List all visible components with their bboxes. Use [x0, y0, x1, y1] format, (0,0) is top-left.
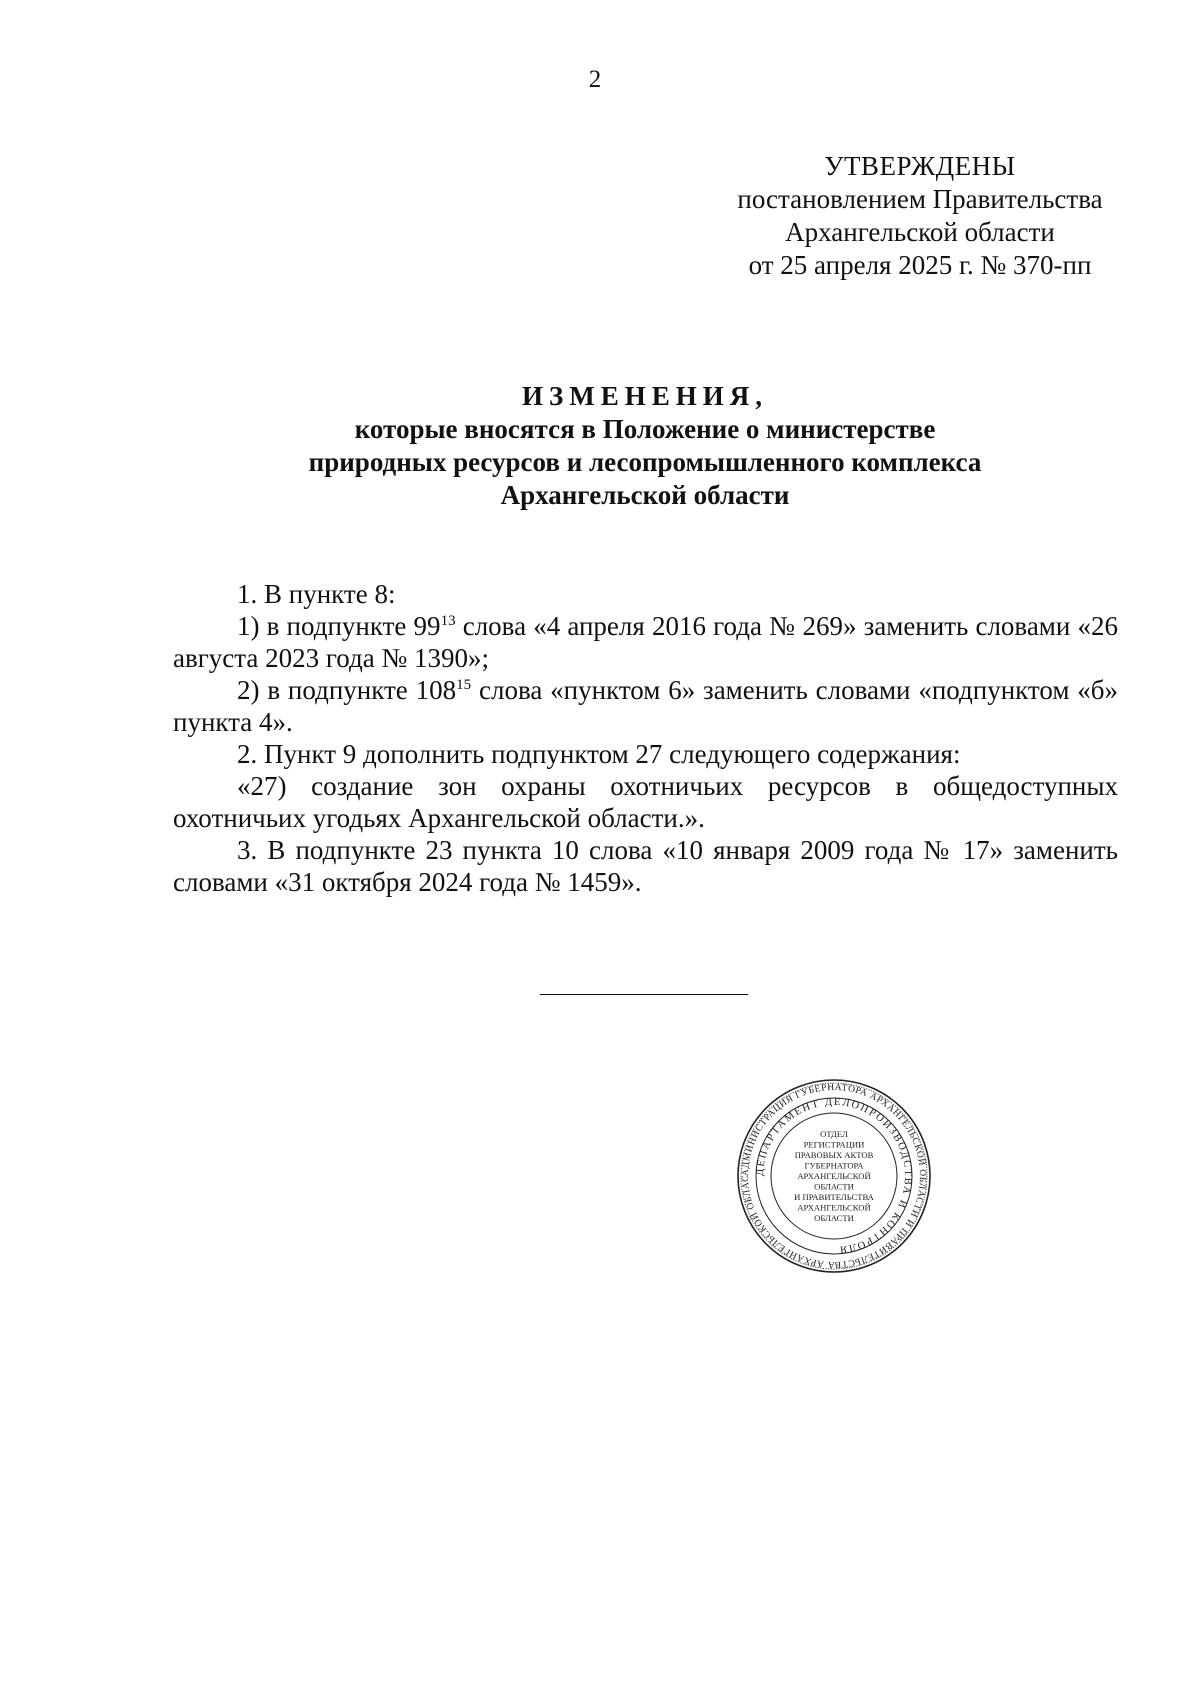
title-line-1: которые вносятся в Положение о министерстве: [354, 414, 936, 444]
stamp-center-text: [794, 1129, 874, 1223]
paragraph-3-end: слова «пунктом 6» заменить словами «подпунктом «б» пункта 4».: [173, 675, 1118, 737]
paragraph-6: 3. В подпункте 23 пункта 10 слова «10 января 2009 года № 17» заменить словами «31 октября 2024 года № 1459».: [173, 835, 1118, 897]
paragraph-2-superscript: 13: [440, 613, 456, 629]
paragraph-1: 1. В пункте 8:: [237, 579, 396, 609]
approval-line-2: Архангельской области: [785, 217, 1055, 247]
paragraph-3: [173, 674, 1118, 738]
paragraph-2-end: слова «4 апреля 2016 года № 269» заменить словами «26 августа 2023 года № 1390»;: [173, 611, 1118, 673]
stamp-center-line: ПРАВОВЫХ АКТОВ: [794, 1150, 874, 1160]
stamp-center-line: И ПРАВИТЕЛЬСТВА: [794, 1192, 874, 1202]
title-line-3: Архангельской области: [500, 480, 790, 510]
paragraph-4: 2. Пункт 9 дополнить подпунктом 27 следующего содержания:: [237, 739, 961, 769]
stamp-ring-text: ДЕПАРТАМЕНТ ДЕЛОПРОИЗВОДСТВА И КОНТРОЛЯ: [754, 1096, 914, 1255]
stamp-outer-text: АДМИНИСТРАЦИЯ ГУБЕРНАТОРА АРХАНГЕЛЬСКОЙ ОБЛАСТИ И ПРАВИТЕЛЬСТВА АРХАНГЕЛЬСКОЙ ОБЛАС: [740, 1082, 928, 1270]
document-body: [173, 578, 1118, 898]
paragraph-5: «27) создание зон охраны охотничьих ресурсов в общедоступных охотничьих угодьях Архангельской области.».: [173, 771, 1118, 833]
stamp-center-line: ОБЛАСТИ: [814, 1181, 854, 1192]
end-separator-line: [540, 994, 748, 995]
stamp-center-line: ОБЛАСТИ: [814, 1213, 854, 1223]
stamp-center-line: РЕГИСТРАЦИИ: [803, 1139, 865, 1150]
stamp-center-line: АРХАНГЕЛЬСКОЙ: [797, 1171, 871, 1181]
paragraph-3-superscript: 15: [456, 677, 472, 693]
stamp-graphic: [736, 1078, 932, 1274]
approval-heading: УТВЕРЖДЕНЫ: [824, 151, 1016, 181]
title-line-2: природных ресурсов и лесопромышленного комплекса: [308, 447, 982, 477]
approval-line-3: от 25 апреля 2025 г. № 370-пп: [748, 250, 1092, 280]
title-main: ИЗМЕНЕНИЯ,: [521, 381, 768, 411]
approval-block: [700, 150, 1140, 282]
stamp-center-line: АРХАНГЕЛЬСКОЙ: [797, 1202, 871, 1213]
page-number: 2: [588, 66, 602, 93]
approval-line-1: постановлением Правительства: [737, 184, 1103, 214]
paragraph-2-start: 1) в подпункте 99: [237, 611, 441, 641]
paragraph-2: [173, 610, 1118, 674]
paragraph-3-start: 2) в подпункте 108: [237, 675, 457, 705]
stamp-center-line: ОТДЕЛ: [820, 1129, 848, 1139]
document-title: [0, 380, 1200, 512]
stamp-center-line: ГУБЕРНАТОРА: [804, 1160, 864, 1171]
official-stamp: [736, 1078, 932, 1274]
